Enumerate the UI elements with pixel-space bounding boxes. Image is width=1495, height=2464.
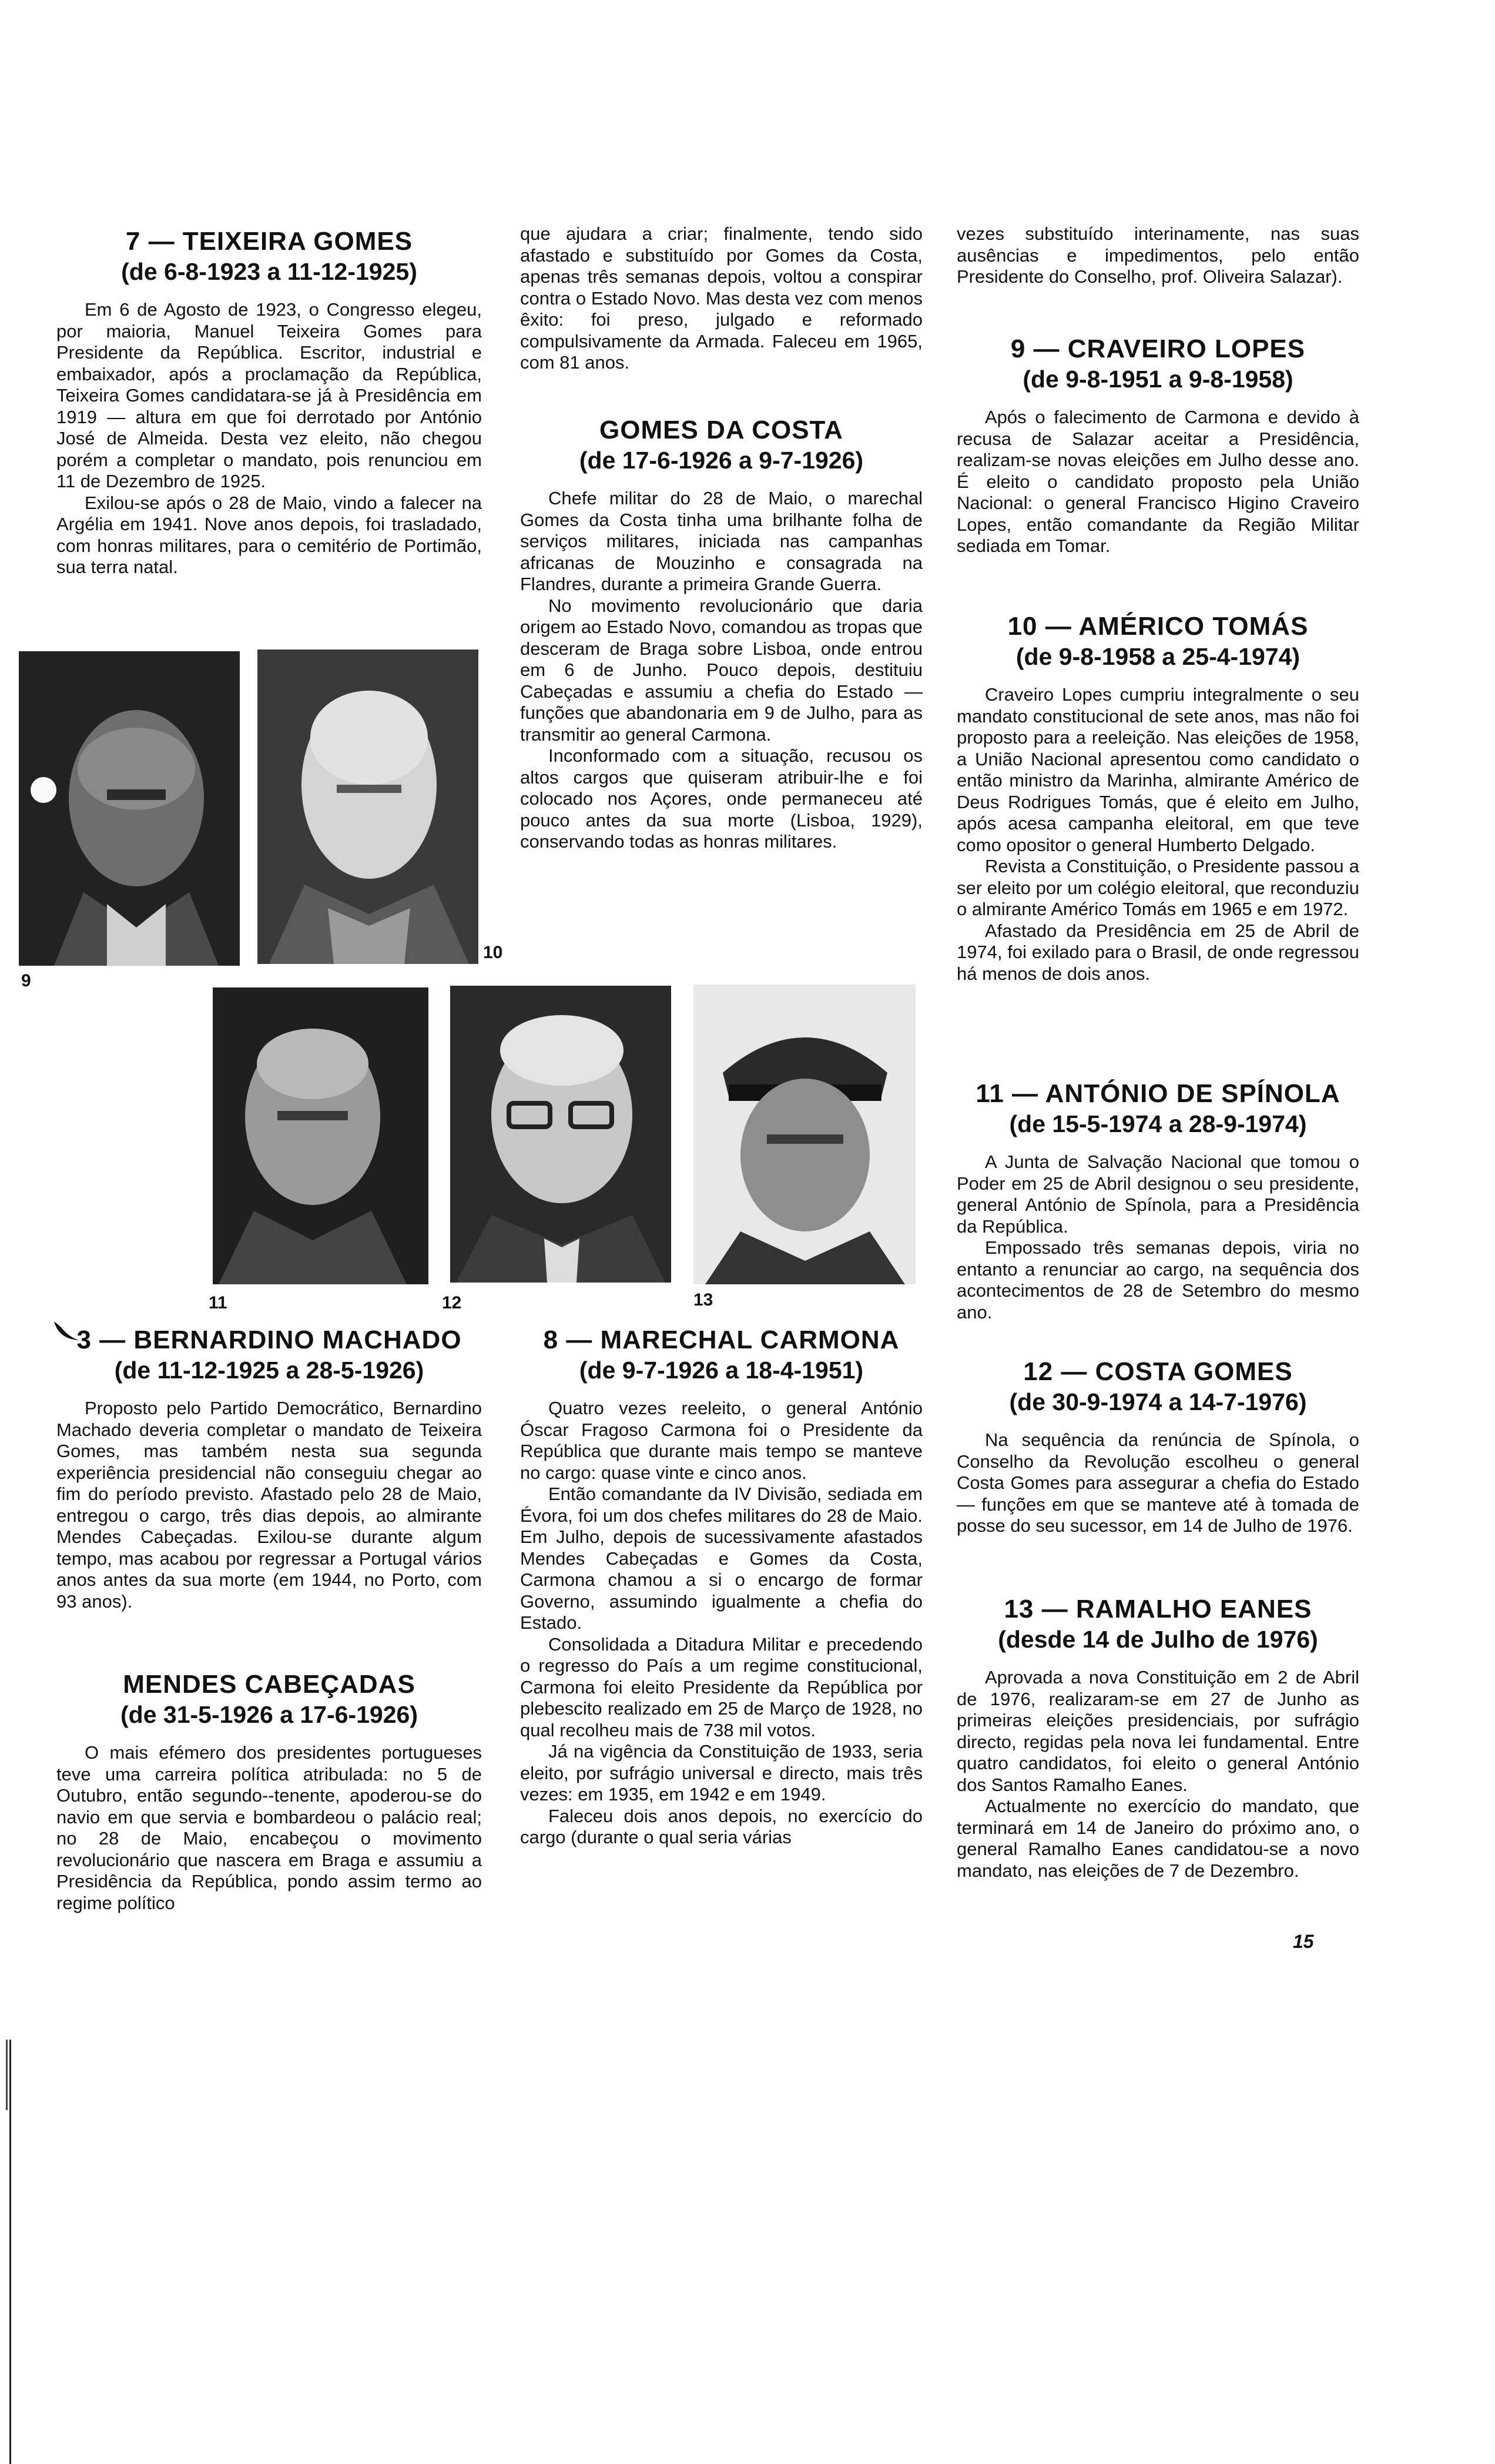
section-title: 11 — ANTÓNIO DE SPÍNOLA: [976, 1079, 1340, 1108]
section-body: [957, 1151, 1359, 1323]
paragraph: Inconformado com a situação, recusou os altos cargos que quiseram atribuir-lhe e foi colocado nos Açores, onde permaneceu até pouco antes da sua morte (Lisboa, 1929), conservando todas as honras militares.: [520, 745, 923, 852]
section-marechal-carmona: [520, 1325, 923, 1849]
portrait-image: [213, 987, 428, 1284]
section-heading: [957, 1357, 1359, 1417]
section-bernardino-machado: [56, 1325, 482, 1612]
section-body: [957, 1429, 1359, 1537]
portrait-photo-10: [257, 650, 478, 964]
section-body: [957, 407, 1359, 557]
section-antonio-de-spinola: [957, 1079, 1359, 1323]
paragraph: Craveiro Lopes cumpriu integralmente o seu mandato constitucional de sete anos, mas não foi proposto para a reeleição. Nas eleições de 1958, a União Nacional apresentou como candidato o então ministro da Marinha, almirante Américo de Deus Rodrigues Tomás, que é eleito em Julho, após acesa campanha eleitoral, em que teve como opositor o general Humberto Delgado.: [957, 684, 1359, 855]
section-body: [56, 1398, 482, 1612]
paragraph: Então comandante da IV Divisão, sediada em Évora, foi um dos chefes militares do 28 de Maio. Em Julho, depois de sucessivamente afastados Mendes Cabeçadas e Gomes da Costa, Carmona chamou a si o encargo de formar Governo, assumindo igualmente a chefia do Estado.: [520, 1484, 923, 1633]
section-dates: (de 9-8-1958 a 25-4-1974): [1015, 643, 1300, 670]
photo-caption-10: 10: [483, 943, 503, 962]
section-dates: (de 9-7-1926 a 18-4-1951): [579, 1357, 864, 1384]
photo-caption-11: 11: [209, 1293, 227, 1313]
section-americo-tomas: [957, 611, 1359, 985]
paragraph: Já na vigência da Constituição de 1933, seria eleito, por sufrágio universal e directo, mais três vezes: em 1935, em 1942 e em 1949.: [520, 1741, 923, 1805]
paragraph: Chefe militar do 28 de Maio, o marechal Gomes da Costa tinha uma brilhante folha de serviços militares, iniciada nas campanhas africanas de Mouzinho e consagrada na Flandres, durante a primeira Grande Guerra.: [520, 488, 923, 594]
section-body: [520, 223, 923, 374]
paragraph: Após o falecimento de Carmona e devido à recusa de Salazar aceitar a Presidência, realizam-se novas eleições em Julho desse ano. É eleito o candidato proposto pela União Nacional: o general Francisco Higino Craveiro Lopes, então comandante da Região Militar sediada em Tomar.: [957, 407, 1359, 556]
section-dates: (de 31-5-1926 a 17-6-1926): [120, 1701, 418, 1728]
section-body: [56, 1742, 482, 1914]
section-body: [957, 223, 1359, 288]
section-dates: (de 15-5-1974 a 28-9-1974): [1009, 1110, 1307, 1137]
section-mendes-cabecadas: [56, 1669, 482, 1914]
section-carmona-continued: [957, 223, 1359, 288]
paragraph: Aprovada a nova Constituição em 2 de Abril de 1976, realizaram-se em 27 de Junho as primeiras eleições presidenciais, por sufrágio directo, regidas pela nova lei fundamental. Entre quatro candidatos, foi eleito o general António dos Santos Ramalho Eanes.: [957, 1667, 1359, 1795]
section-dates: (de 11-12-1925 a 28-5-1926): [114, 1357, 424, 1384]
section-dates: (de 9-8-1951 a 9-8-1958): [1023, 366, 1293, 393]
section-body: [56, 299, 482, 578]
margin-rule: [9, 2040, 11, 2464]
section-heading: [957, 611, 1359, 671]
section-body: [957, 684, 1359, 985]
paragraph: Na sequência da renúncia de Spínola, o Conselho da Revolução escolheu o general Costa Gomes para assegurar a chefia do Estado — funções em que se manteve até à tomada de posse do seu sucessor, em 14 de Julho de 1976.: [957, 1429, 1359, 1536]
section-teixeira-gomes: [56, 226, 482, 578]
paragraph: Consolidada a Ditadura Militar e precedendo o regresso do País a um regime constitucional, Carmona foi eleito Presidente da República por plebescito realizado em 25 de Março de 1928, no qual recolheu mais de 738 mil votos.: [520, 1633, 923, 1740]
section-heading: [957, 1594, 1359, 1654]
section-title: 12 — COSTA GOMES: [1023, 1357, 1293, 1386]
section-heading: [56, 1669, 482, 1729]
section-title: 13 — RAMALHO EANES: [1004, 1595, 1312, 1623]
portrait-image: [19, 651, 240, 966]
paragraph: Actualmente no exercício do mandato, que terminará em 14 de Janeiro do próximo ano, o general Ramalho Eanes candidatou-se a novo mandato, nas eleições de 7 de Dezembro.: [957, 1796, 1359, 1881]
portrait-photo-11: [213, 987, 428, 1284]
paragraph: Faleceu dois anos depois, no exercício do cargo (durante o qual seria várias: [520, 1805, 923, 1847]
page-number: 15: [1293, 1931, 1314, 1952]
portrait-image: [257, 650, 478, 964]
section-dates: (desde 14 de Julho de 1976): [998, 1626, 1318, 1653]
section-mendes-cabecadas-continued: [520, 223, 923, 374]
section-heading: [957, 1079, 1359, 1139]
section-dates: (de 6-8-1923 a 11-12-1925): [121, 258, 417, 285]
paragraph: que ajudara a criar; finalmente, tendo sido afastado e substituído por Gomes da Costa, apenas três semanas depois, voltou a conspirar contra o Estado Novo. Mas desta vez com menos êxito: foi preso, julgado e reformado compulsivamente da Armada. Faleceu em 1965, com 81 anos.: [520, 223, 923, 373]
section-heading: [520, 415, 923, 475]
paragraph: vezes substituído interinamente, nas suas ausências e impedimentos, pelo então Presidente do Conselho, prof. Oliveira Salazar).: [957, 223, 1359, 287]
section-heading: [56, 226, 482, 286]
photo-caption-13: 13: [693, 1290, 713, 1310]
section-title: 8 — MARECHAL CARMONA: [543, 1325, 900, 1354]
photo-caption-9: 9: [21, 971, 31, 990]
paragraph: O mais efémero dos presidentes portugueses teve uma carreira política atribulada: no 5 de Outubro, então segundo--tenente, apoderou-se do navio em que servia e bombardeou o palácio real; no 28 de Maio, encabeçou o movimento revolucionário que nascera em Braga e assumiu a Presidência da República, pondo assim termo ao regime político: [56, 1742, 482, 1913]
photo-caption-12: 12: [442, 1293, 462, 1313]
portrait-photo-9: [19, 651, 240, 966]
section-dates: (de 30-9-1974 a 14-7-1976): [1009, 1388, 1307, 1415]
section-heading: [56, 1325, 482, 1385]
paragraph: Proposto pelo Partido Democrático, Bernardino Machado deveria completar o mandato de Teixeira Gomes, mas também nesta sua segunda experiência presidencial não conseguiu chegar ao fim do período previsto. Afastado pelo 28 de Maio, entregou o cargo, três dias depois, ao almirante Mendes Cabeçadas. Exilou-se durante algum tempo, mas acabou por regressar a Portugal vários anos antes da sua morte (em 1944, no Porto, com 93 anos).: [56, 1398, 482, 1612]
portrait-image: [450, 986, 671, 1283]
margin-rule-mark: [6, 2040, 8, 2110]
section-body: [520, 488, 923, 853]
section-body: [957, 1667, 1359, 1882]
section-dates: (de 17-6-1926 a 9-7-1926): [579, 447, 864, 474]
section-heading: [957, 334, 1359, 394]
section-title: 10 — AMÉRICO TOMÁS: [1007, 612, 1309, 641]
paragraph: Quatro vezes reeleito, o general António Óscar Fragoso Carmona foi o Presidente da República que durante mais tempo se manteve no cargo: quase vinte e cinco anos.: [520, 1398, 923, 1483]
section-craveiro-lopes: [957, 334, 1359, 557]
section-title: MENDES CABEÇADAS: [123, 1670, 415, 1699]
section-ramalho-eanes: [957, 1594, 1359, 1882]
section-title: GOMES DA COSTA: [599, 416, 843, 444]
section-body: [520, 1398, 923, 1849]
portrait-photo-13: [693, 985, 916, 1284]
section-title: 9 — CRAVEIRO LOPES: [1010, 334, 1306, 363]
section-gomes-da-costa: [520, 415, 923, 853]
section-title: 3 — BERNARDINO MACHADO: [76, 1325, 462, 1354]
paragraph: No movimento revolucionário que daria origem ao Estado Novo, comandou as tropas que desceram de Braga sobre Lisboa, onde entrou em 6 de Junho. Pouco depois, destituiu Cabeçadas e assumiu a chefia do Estado — funções que abandonaria em 9 de Julho, para as transmitir ao general Carmona.: [520, 595, 923, 745]
paragraph: Afastado da Presidência em 25 de Abril de 1974, foi exilado para o Brasil, de onde regressou há menos de dois anos.: [957, 920, 1359, 984]
paragraph: Revista a Constituição, o Presidente passou a ser eleito por um colégio eleitoral, que reconduziu o almirante Américo Tomás em 1965 e em 1972.: [957, 856, 1359, 919]
paragraph: Empossado três semanas depois, viria no entanto a renunciar ao cargo, na sequência dos acontecimentos de 28 de Setembro do mesmo ano.: [957, 1237, 1359, 1323]
paragraph: Exilou-se após o 28 de Maio, vindo a falecer na Argélia em 1941. Nove anos depois, foi trasladado, com honras militares, para o cemitério de Portimão, sua terra natal.: [56, 492, 482, 577]
section-heading: [520, 1325, 923, 1385]
paragraph: A Junta de Salvação Nacional que tomou o Poder em 25 de Abril designou o seu presidente, general António de Spínola, para a Presidência da República.: [957, 1151, 1359, 1237]
portrait-image: [693, 985, 916, 1284]
section-costa-gomes: [957, 1357, 1359, 1537]
portrait-photo-12: [450, 986, 671, 1283]
section-title: 7 — TEIXEIRA GOMES: [125, 227, 413, 256]
paragraph: Em 6 de Agosto de 1923, o Congresso elegeu, por maioria, Manuel Teixeira Gomes para Presidente da República. Escritor, industrial e embaixador, após a proclamação da República, Teixeira Gomes candidatara-se já à Presidência em 1919 — altura em que foi derrotado por António José de Almeida. Desta vez eleito, não chegou porém a completar o mandato, pois renunciou em 11 de Dezembro de 1925.: [56, 299, 482, 491]
